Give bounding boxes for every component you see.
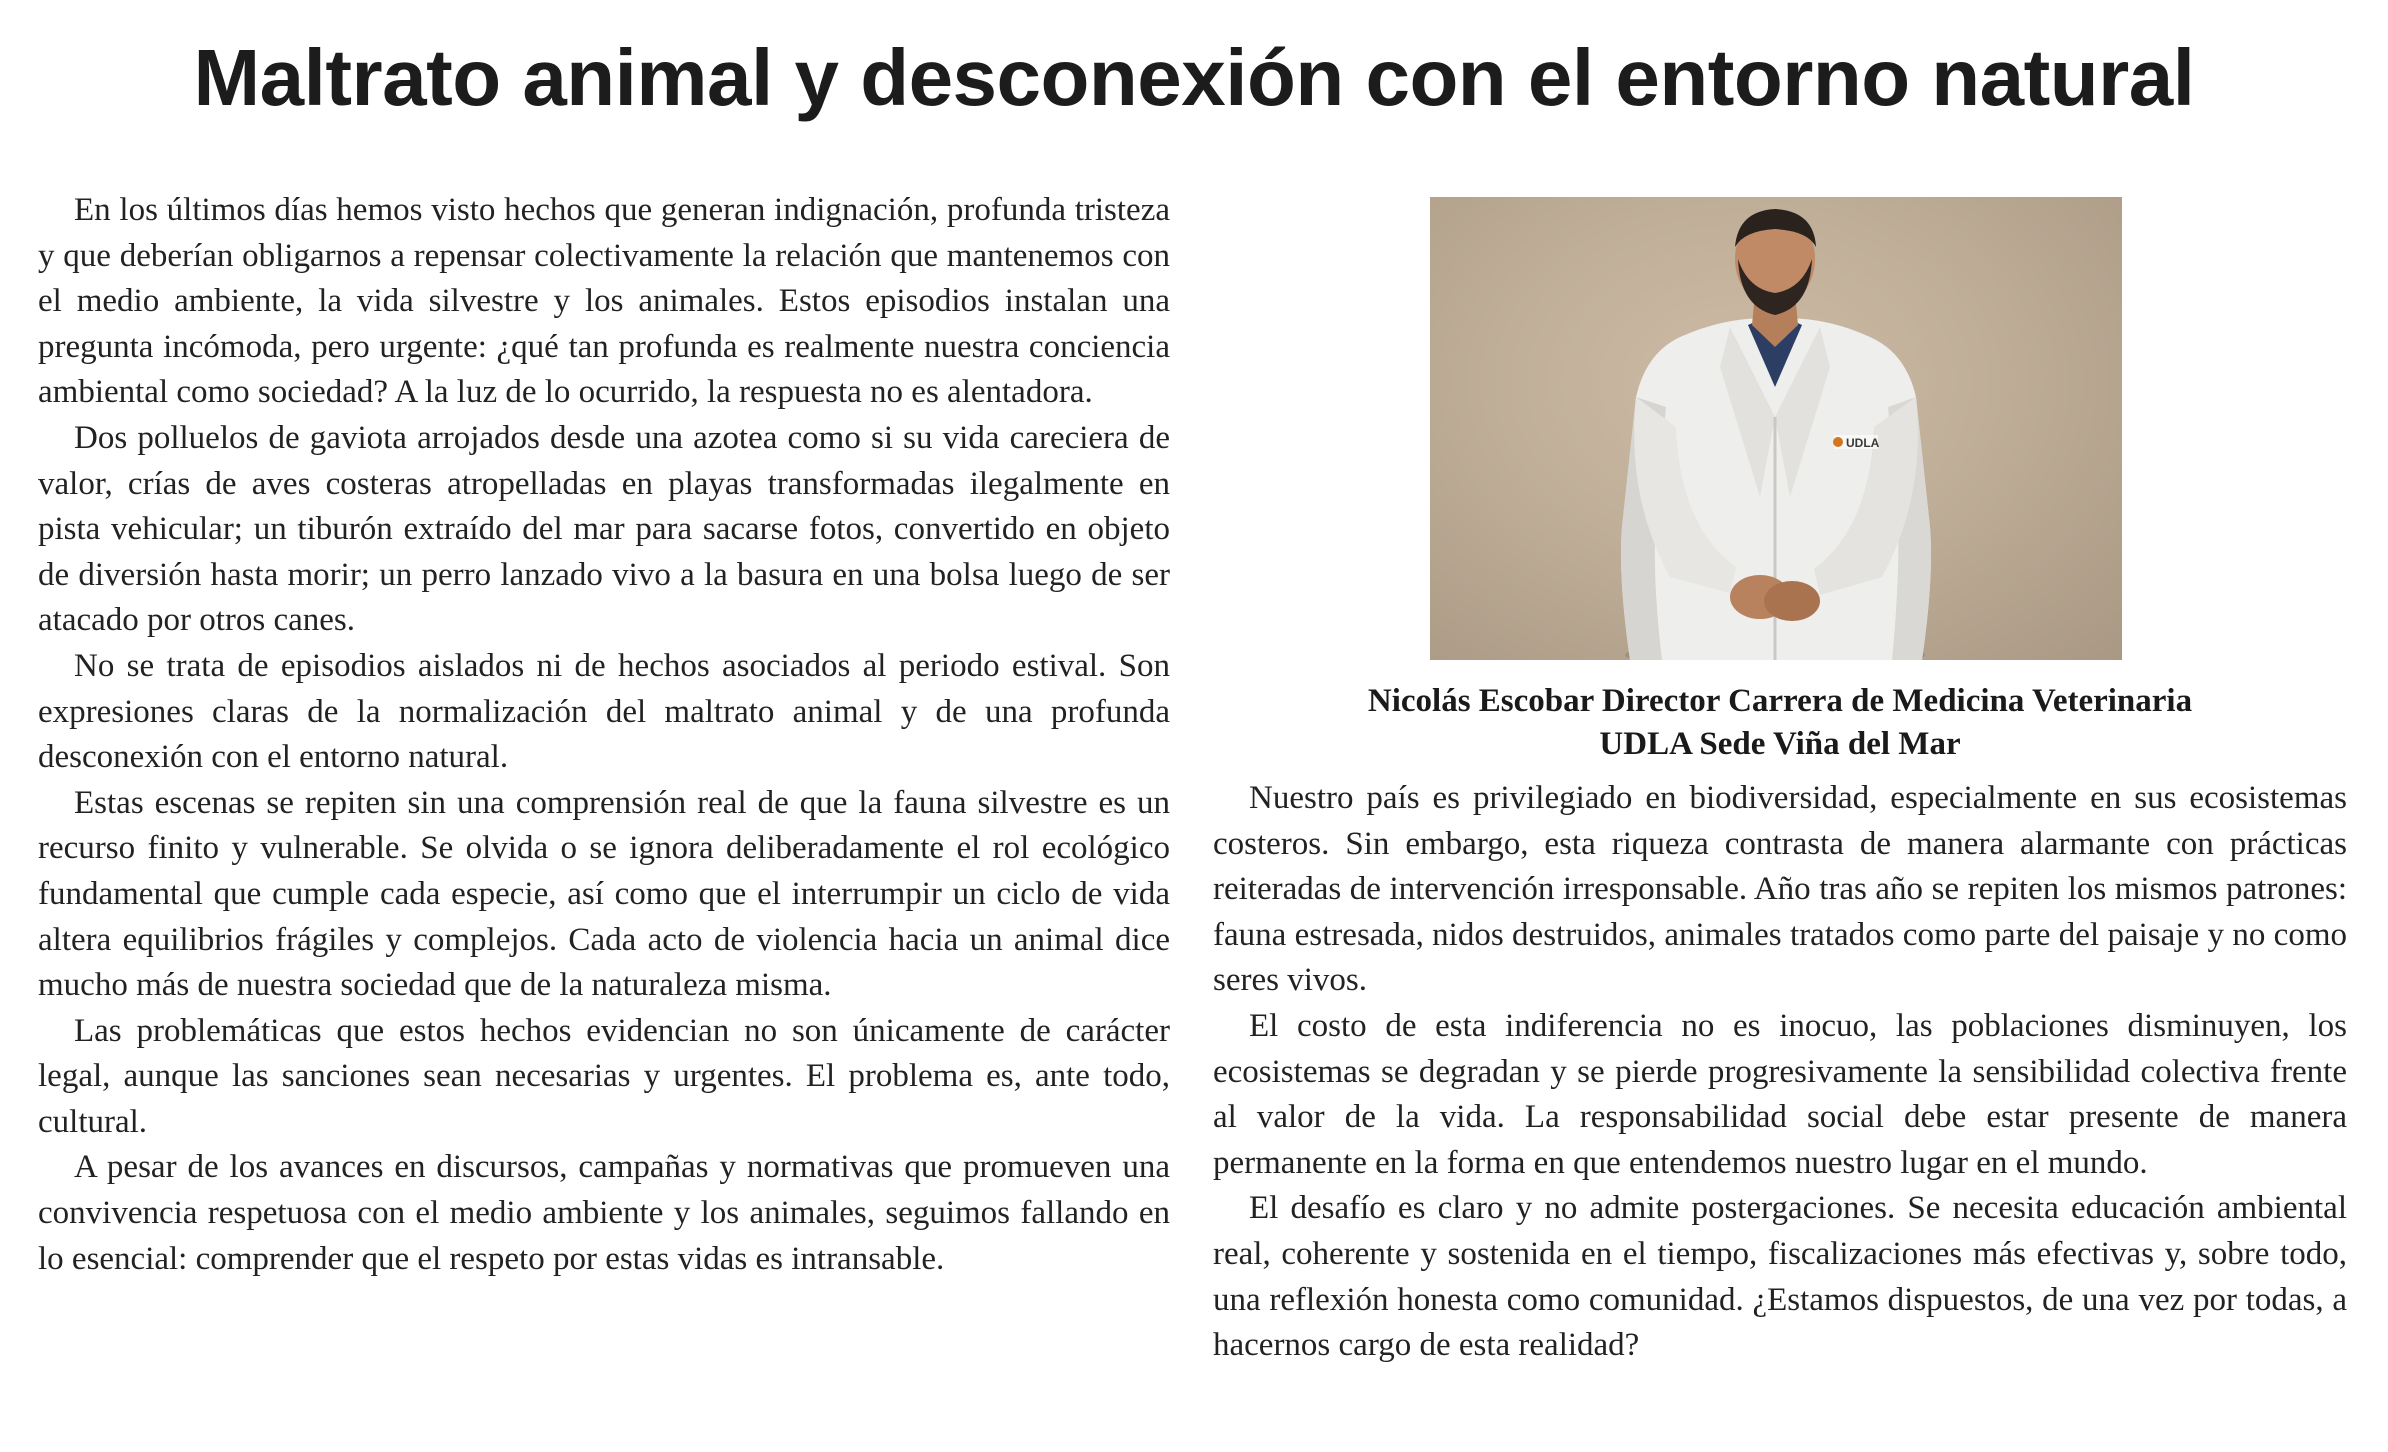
article-paragraph: No se trata de episodios aislados ni de hechos asociados al periodo estival. Son expresiones claras de la normalización del maltrato animal y de una profunda desconexión con el entorno natural. [38,647,1170,776]
photo-caption-line: UDLA Sede Viña del Mar [1599,726,1961,762]
article-paragraph: En los últimos días hemos visto hechos que generan indignación, profunda tristeza y que deberían obligarnos a repensar colectivamente la relación que mantenemos con el medio ambiente, la vida silvestre y los animales. Estos episodios instalan una pregunta incómoda, pero urgente: ¿qué tan profunda es realmente nuestra conciencia ambiental como sociedad? A la luz de lo ocurrido, la respuesta no es alentadora. [38,192,1170,411]
coat-logo-text: UDLA [1846,436,1880,450]
article-paragraph: El costo de esta indiferencia no es inocuo, las poblaciones disminuyen, los ecosistemas se degradan y se pierde progresivamente la sensibilidad colectiva frente al valor de la vida. La responsabilidad social debe estar presente de manera permanente en la forma en que entendemos nuestro lugar en el mundo. [1213,1007,2347,1181]
photo-caption [1213,680,2347,766]
article-paragraph: El desafío es claro y no admite postergaciones. Se necesita educación ambiental real, coherente y sostenida en el tiempo, fiscalizaciones más efectivas y, sobre todo, una reflexión honesta como comunidad. ¿Estamos dispuestos, de una vez por todas, a hacernos cargo de esta realidad? [1213,1190,2347,1364]
photo-caption-line: Nicolás Escobar Director Carrera de Medicina Veterinaria [1367,683,2193,719]
article-paragraph: Las problemáticas que estos hechos evidencian no son únicamente de carácter legal, aunque las sanciones sean necesarias y urgentes. El problema es, ante todo, cultural. [38,1012,1170,1140]
article-paragraph: Estas escenas se repiten sin una comprensión real de que la fauna silvestre es un recurso finito y vulnerable. Se olvida o se ignora deliberadamente el rol ecológico fundamental que cumple cada especie, así como que el interrumpir un ciclo de vida altera equilibrios frágiles y complejos. Cada acto de violencia hacia un animal dice mucho más de nuestra sociedad que de la naturaleza misma. [38,784,1170,1004]
article-paragraph: Dos polluelos de gaviota arrojados desde una azotea como si su vida careciera de valor, crías de aves costeras atropelladas en playas transformadas ilegalmente en pista vehicular; un tiburón extraído del mar para sacarse fotos, convertido en objeto de diversión hasta morir; un perro lanzado vivo a la basura en una bolsa luego de ser atacado por otros canes. [38,419,1170,639]
article-paragraph: A pesar de los avances en discursos, campañas y normativas que promueven una convivencia respetuosa con el medio ambiente y los animales, seguimos fallando en lo esencial: comprender que el respeto por estas vidas es intransable. [38,1149,1170,1277]
article-paragraph: Nuestro país es privilegiado en biodiversidad, especialmente en sus ecosistemas costeros. Sin embargo, esta riqueza contrasta de manera alarmante con prácticas reiteradas de intervención irresponsable. Año tras año se repiten los mismos patrones: fauna estresada, nidos destruidos, animales tratados como parte del paisaje y no como seres vivos. [1213,780,2347,999]
article-headline: Maltrato animal y desconexión con el entorno natural [193,33,2195,122]
article-right-column [1213,776,2347,1369]
author-portrait-illustration [1430,197,2122,660]
article-left-column [38,188,1170,1282]
author-photo [1430,197,2122,660]
